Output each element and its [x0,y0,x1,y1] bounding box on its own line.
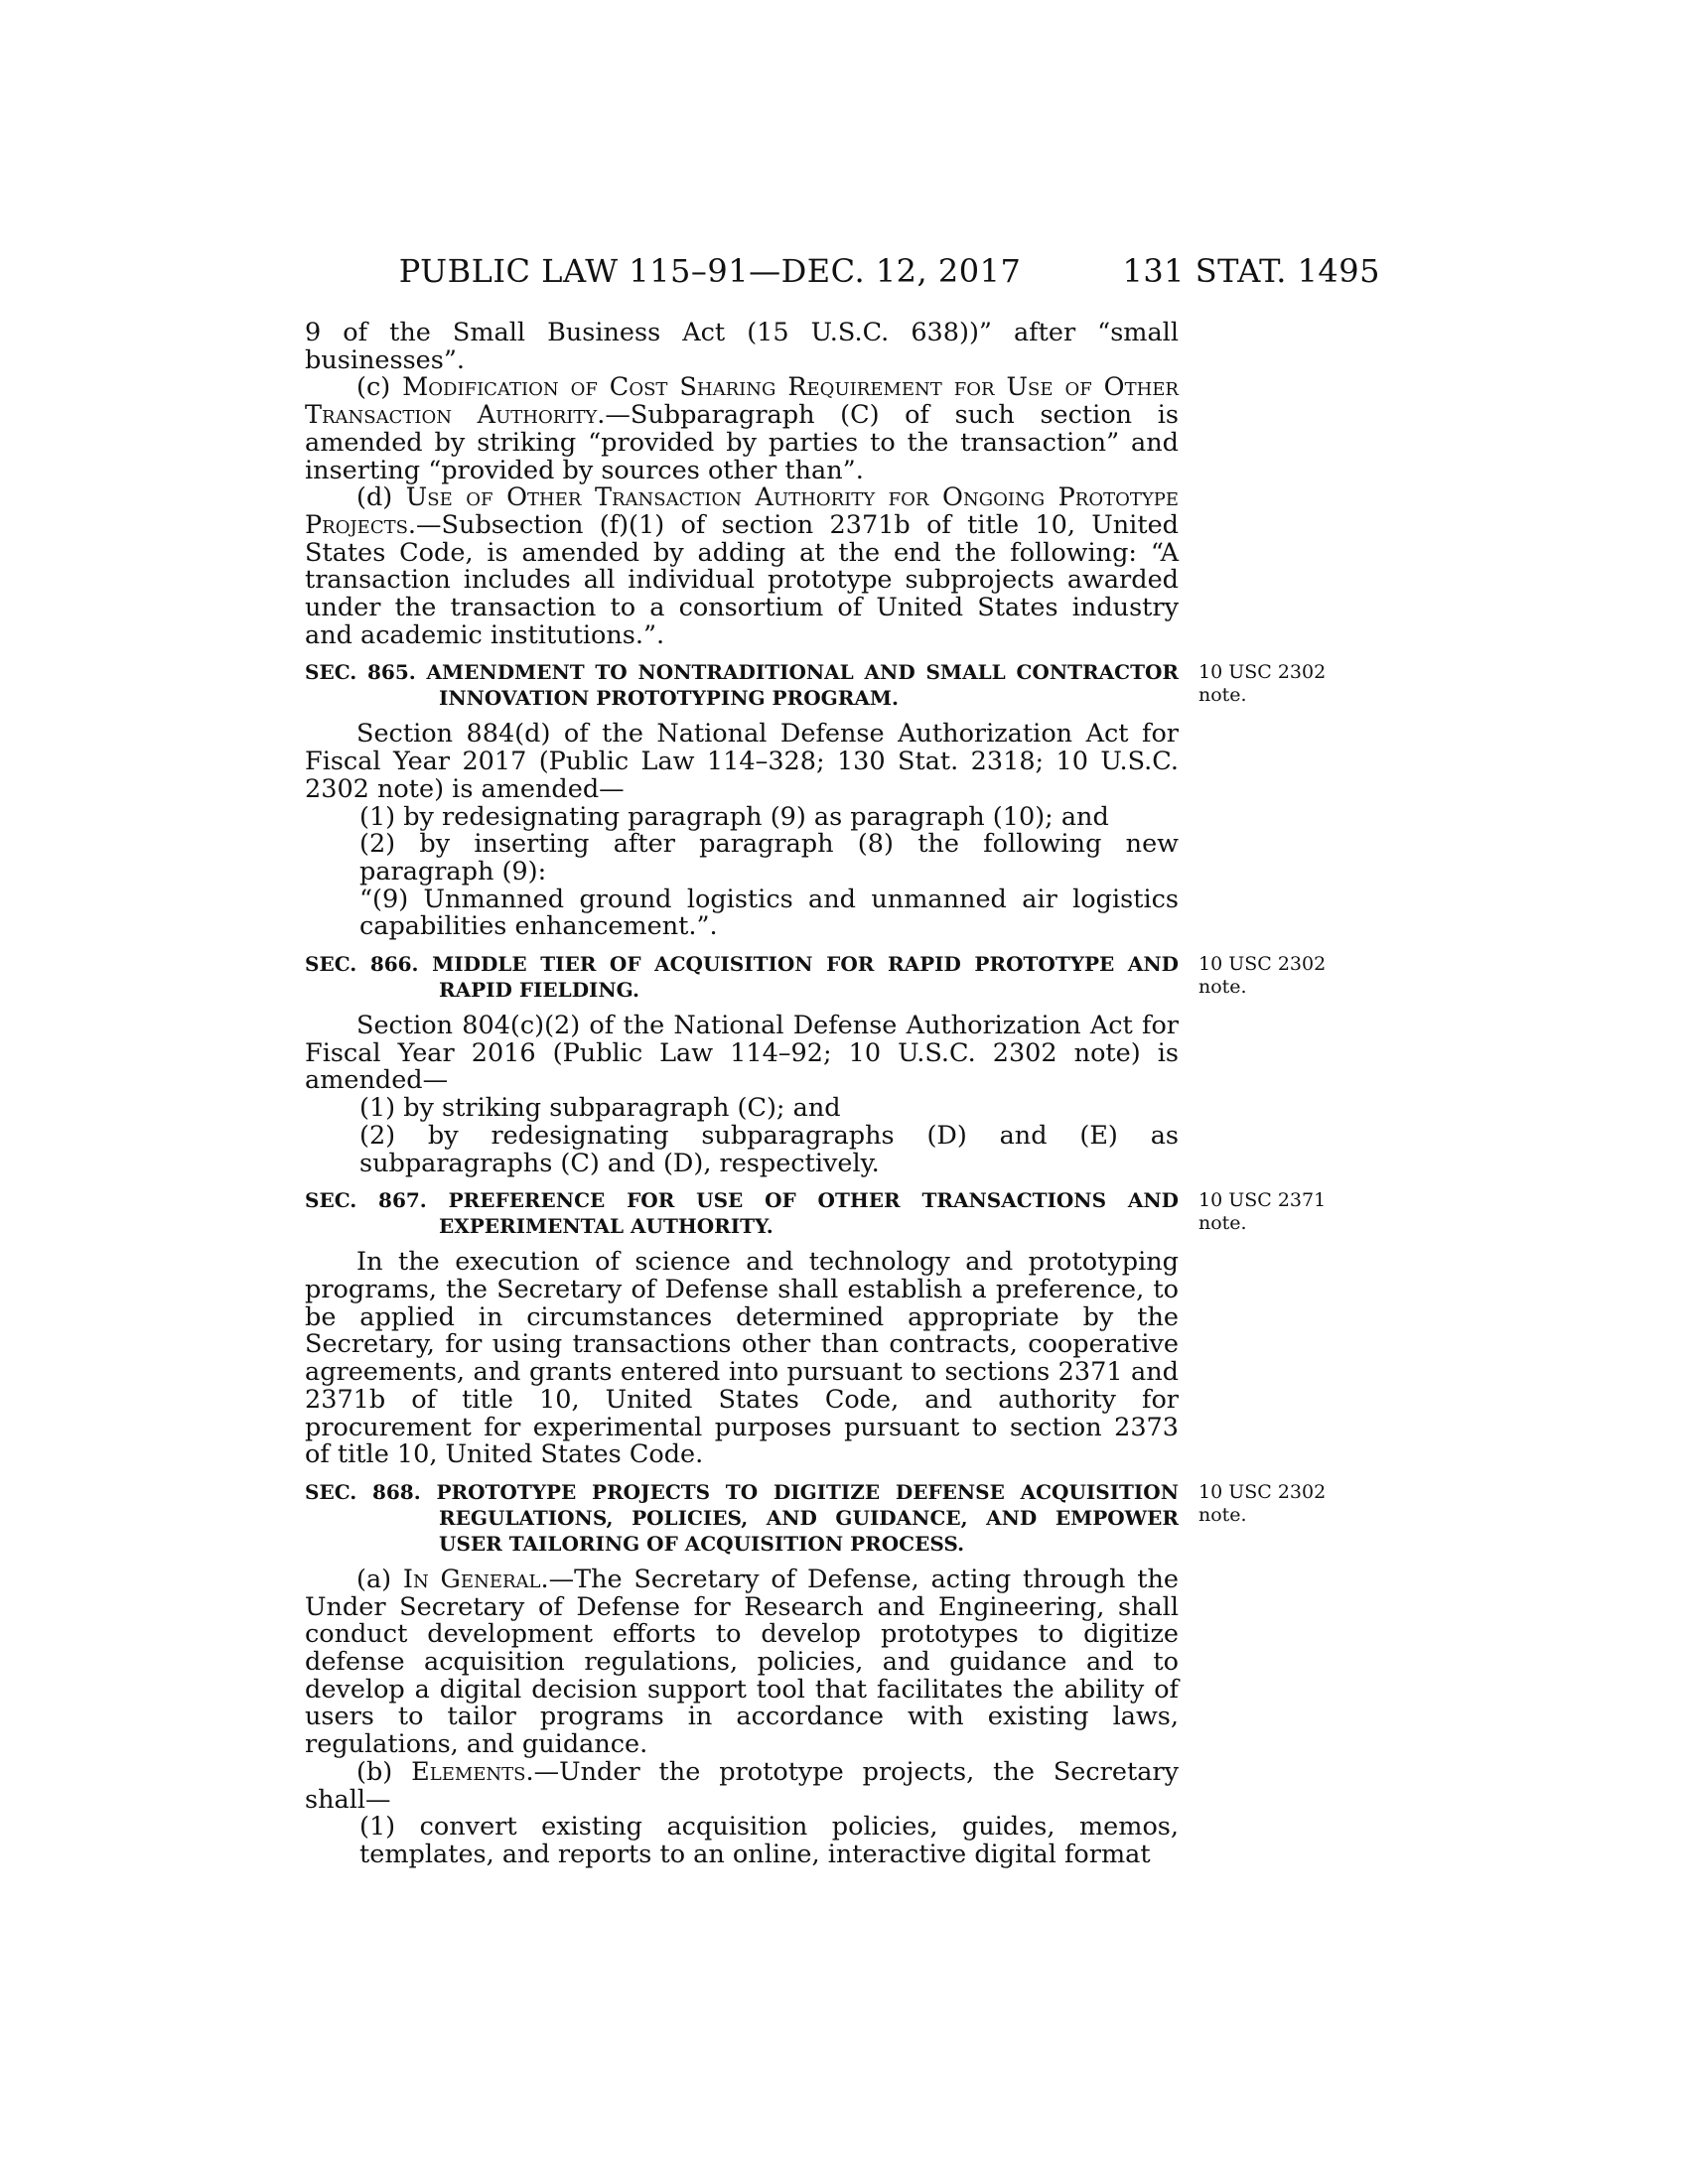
section-866-margin-note: 10 USC 2302 note. [1198,953,1327,999]
section-865-item-1: (1) by redesignating paragraph (9) as paragraph (10); and [359,801,1109,832]
subsection-b-heading: Elements. [411,1756,534,1787]
section-867-margin-note: 10 USC 2371 note. [1198,1189,1327,1235]
document-body [305,318,1327,1869]
section-867-text: In the execution of science and technology and prototyping programs, the Secretary of Defense shall establish a preference, to be applied in circumstances determined appropriate by the Secretary, for using transactions other than contracts, cooperative agreements, and grants entered into pursuant to sections 2371 and 2371b of title 10, United States Code, and authority for procurement for experimental purposes pursuant to section 2373 of title 10, United States Code. [305,1247,1179,1470]
section-868-b-item-1: (1) convert existing acquisition policies, guides, memos, templates, and reports to an online, interactive digital format [359,1812,1179,1869]
section-865-text: Section 884(d) of the National Defense Authorization Act for Fiscal Year 2017 (Public Law 114–328; 130 Stat. 2318; 10 U.S.C. 2302 note) is amended— [305,719,1179,804]
section-865-margin-note: 10 USC 2302 note. [1198,661,1327,707]
subsection-a-heading: In General. [402,1564,549,1594]
section-868-subsection-b: (b) Elements.—Under the prototype projects, the Secretary shall— [305,1756,1180,1815]
section-865-quote: “(9) Unmanned ground logistics and unmanned air logistics capabilities enhancement.”. [359,884,1179,942]
section-868-heading: SEC. 868. PROTOTYPE PROJECTS TO DIGITIZE DEFENSE ACQUISITION REGULATIONS, POLICIES, AND GUIDANCE, AND EMPOWER USER TAILORING OF ACQUISITION PROCESS. 10 USC 2302 note. [305,1479,1179,1557]
section-865-heading: SEC. 865. AMENDMENT TO NONTRADITIONAL AND SMALL CONTRACTOR INNOVATION PROTOTYPING PROGRAM. 10 USC 2302 note. [305,659,1179,711]
section-866-item-1: (1) by striking subparagraph (C); and [359,1093,841,1124]
paragraph-continuation: 9 of the Small Business Act (15 U.S.C. 638))” after “small businesses”. [305,318,1179,375]
section-866-heading: SEC. 866. MIDDLE TIER OF ACQUISITION FOR RAPID PROTOTYPE AND RAPID FIELDING. 10 USC 2302 note. [305,951,1179,1003]
section-867-heading: SEC. 867. PREFERENCE FOR USE OF OTHER TRANSACTIONS AND EXPERIMENTAL AUTHORITY. 10 USC 2371 note. [305,1187,1179,1239]
paragraph-d: (d) Use of Other Transaction Authority for Ongoing Prototype Projects.—Subsection (f)(1) of section 2371b of title 10, United States Code, is amended by adding at the end the following: “A transaction includes all individual prototype subprojects awarded under the transaction to a consortium of United States industry and academic institutions.”. [305,482,1179,650]
section-868-margin-note: 10 USC 2302 note. [1198,1480,1327,1526]
paragraph-c-heading: Modification of Cost Sharing Requirement for Use of Other Transaction Authority. [305,372,1179,431]
section-868-subsection-a: (a) In General.—The Secretary of Defense, acting through the Under Secretary of Defense for Research and Engineering, shall conduct development efforts to develop prototypes to digitize defense acquisition regulations, policies, and guidance and to develop a digital decision support tool that facilitates the ability of users to tailor programs in accordance with existing laws, regulations, and guidance. [305,1564,1179,1760]
section-866-item-2: (2) by redesignating subparagraphs (D) and (E) as subparagraphs (C) and (D), respectively. [359,1120,1179,1178]
statute-page-number: 131 STAT. 1495 [1122,252,1380,290]
section-865-item-2: (2) by inserting after paragraph (8) the following new paragraph (9): [359,829,1179,887]
paragraph-d-heading: Use of Other Transaction Authority for Ongoing Prototype Projects. [305,482,1179,540]
section-866-text: Section 804(c)(2) of the National Defense Authorization Act for Fiscal Year 2016 (Public Law 114–92; 10 U.S.C. 2302 note) is amended— [305,1011,1179,1096]
running-header-title: PUBLIC LAW 115–91—DEC. 12, 2017 [398,252,1022,290]
paragraph-c: (c) Modification of Cost Sharing Requirement for Use of Other Transaction Authority.—Subparagraph (C) of such section is amended by striking “provided by parties to the transaction” and inserting “provided by sources other than”. [305,372,1179,485]
